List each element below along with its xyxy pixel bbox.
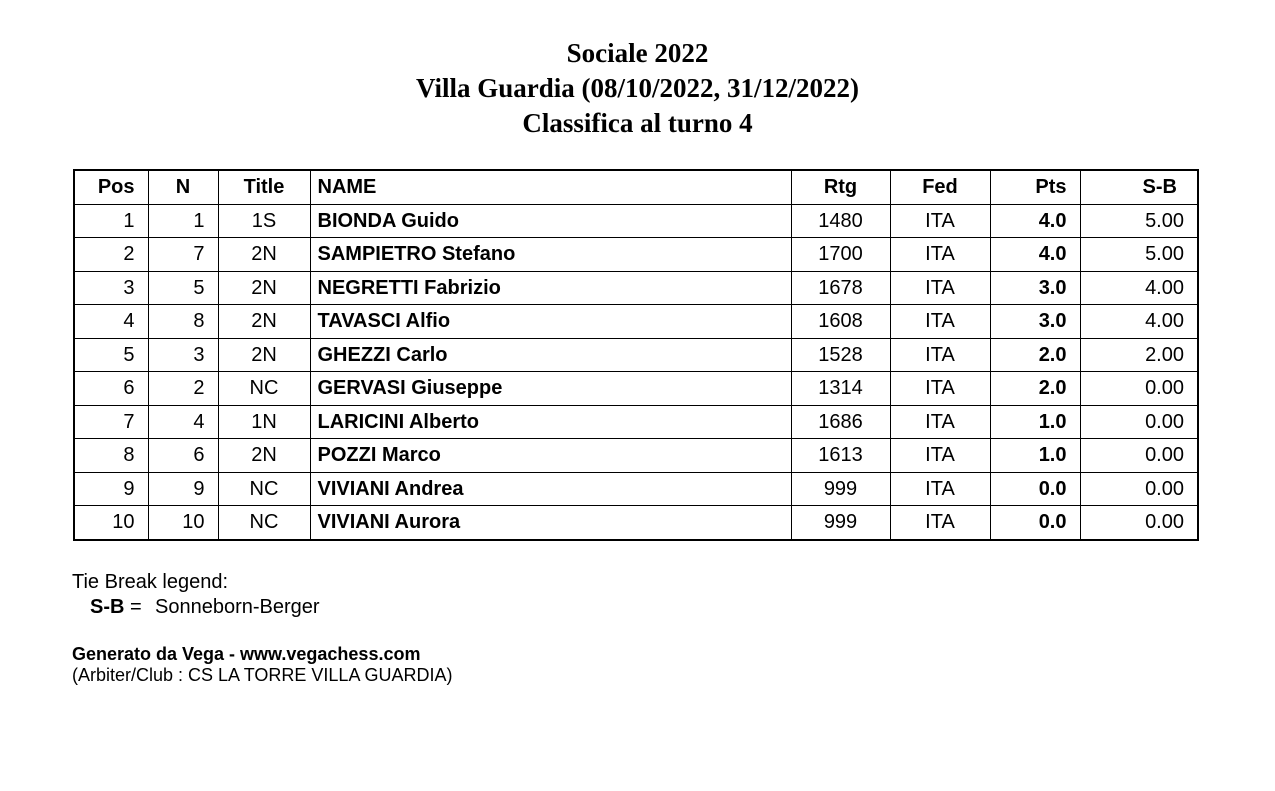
cell-title: 1N [218,405,310,439]
table-header-row [74,170,1198,204]
header-title: Title [218,170,310,204]
legend-entry [72,595,320,620]
arbiter-club: (Arbiter/Club : CS LA TORRE VILLA GUARDIA) [72,665,453,685]
cell-sb: 0.00 [1080,472,1198,506]
cell-fed: ITA [890,305,990,339]
cell-pts: 1.0 [990,439,1080,473]
cell-pos: 3 [74,271,148,305]
header-pos: Pos [74,170,148,204]
cell-pos: 1 [74,204,148,238]
cell-fed: ITA [890,405,990,439]
cell-pos: 8 [74,439,148,473]
table-row [74,305,1198,339]
cell-n: 4 [148,405,218,439]
cell-title: 2N [218,338,310,372]
cell-name: GERVASI Giuseppe [310,372,791,406]
legend-key: S-B [90,596,125,618]
legend-heading: Tie Break legend: [72,571,229,593]
cell-pos: 9 [74,472,148,506]
cell-n: 8 [148,305,218,339]
cell-rtg: 999 [791,506,890,540]
cell-title: NC [218,472,310,506]
cell-sb: 4.00 [1080,305,1198,339]
cell-title: 2N [218,271,310,305]
cell-rtg: 1314 [791,372,890,406]
cell-n: 7 [148,238,218,272]
table-row [74,506,1198,540]
cell-sb: 2.00 [1080,338,1198,372]
cell-n: 5 [148,271,218,305]
cell-name: TAVASCI Alfio [310,305,791,339]
cell-rtg: 1700 [791,238,890,272]
tie-break-legend [72,570,320,620]
legend-equals: = [130,596,142,618]
header-pts: Pts [990,170,1080,204]
cell-n: 9 [148,472,218,506]
cell-pts: 0.0 [990,472,1080,506]
cell-pts: 2.0 [990,372,1080,406]
cell-pos: 4 [74,305,148,339]
cell-title: 2N [218,305,310,339]
cell-rtg: 999 [791,472,890,506]
generator-credit: Generato da Vega - www.vegachess.com [72,644,421,664]
cell-name: BIONDA Guido [310,204,791,238]
cell-name: GHEZZI Carlo [310,338,791,372]
cell-pts: 2.0 [990,338,1080,372]
cell-rtg: 1528 [791,338,890,372]
tournament-name: Sociale 2022 [566,38,709,68]
cell-sb: 0.00 [1080,405,1198,439]
cell-name: VIVIANI Aurora [310,506,791,540]
report-title [0,36,1275,141]
cell-n: 2 [148,372,218,406]
cell-sb: 0.00 [1080,372,1198,406]
cell-title: 2N [218,439,310,473]
cell-pts: 0.0 [990,506,1080,540]
table-row [74,405,1198,439]
cell-sb: 4.00 [1080,271,1198,305]
cell-rtg: 1678 [791,271,890,305]
cell-sb: 5.00 [1080,238,1198,272]
cell-pos: 5 [74,338,148,372]
cell-pos: 10 [74,506,148,540]
cell-pos: 6 [74,372,148,406]
cell-rtg: 1480 [791,204,890,238]
cell-pts: 3.0 [990,271,1080,305]
cell-name: SAMPIETRO Stefano [310,238,791,272]
footer [72,644,452,686]
cell-title: NC [218,506,310,540]
cell-rtg: 1613 [791,439,890,473]
legend-description: Sonneborn-Berger [155,596,320,618]
cell-title: 2N [218,238,310,272]
cell-title: NC [218,372,310,406]
cell-name: POZZI Marco [310,439,791,473]
cell-fed: ITA [890,506,990,540]
table-row [74,238,1198,272]
cell-sb: 0.00 [1080,506,1198,540]
cell-n: 1 [148,204,218,238]
header-rtg: Rtg [791,170,890,204]
table-row [74,204,1198,238]
cell-fed: ITA [890,439,990,473]
cell-sb: 5.00 [1080,204,1198,238]
cell-title: 1S [218,204,310,238]
cell-fed: ITA [890,271,990,305]
cell-name: NEGRETTI Fabrizio [310,271,791,305]
header-sb: S-B [1080,170,1198,204]
cell-pos: 7 [74,405,148,439]
cell-rtg: 1608 [791,305,890,339]
cell-fed: ITA [890,204,990,238]
cell-name: VIVIANI Andrea [310,472,791,506]
header-fed: Fed [890,170,990,204]
cell-n: 6 [148,439,218,473]
cell-fed: ITA [890,238,990,272]
header-n: N [148,170,218,204]
table-row [74,372,1198,406]
cell-sb: 0.00 [1080,439,1198,473]
cell-n: 3 [148,338,218,372]
table-row [74,271,1198,305]
cell-pos: 2 [74,238,148,272]
table-row [74,439,1198,473]
cell-fed: ITA [890,372,990,406]
cell-fed: ITA [890,338,990,372]
cell-rtg: 1686 [791,405,890,439]
standings-round: Classifica al turno 4 [522,108,753,138]
cell-fed: ITA [890,472,990,506]
tournament-venue-dates: Villa Guardia (08/10/2022, 31/12/2022) [415,73,859,103]
table-row [74,472,1198,506]
cell-pts: 3.0 [990,305,1080,339]
cell-pts: 1.0 [990,405,1080,439]
cell-pts: 4.0 [990,238,1080,272]
cell-n: 10 [148,506,218,540]
cell-name: LARICINI Alberto [310,405,791,439]
header-name: NAME [310,170,791,204]
cell-pts: 4.0 [990,204,1080,238]
table-row [74,338,1198,372]
standings-table [73,169,1199,541]
